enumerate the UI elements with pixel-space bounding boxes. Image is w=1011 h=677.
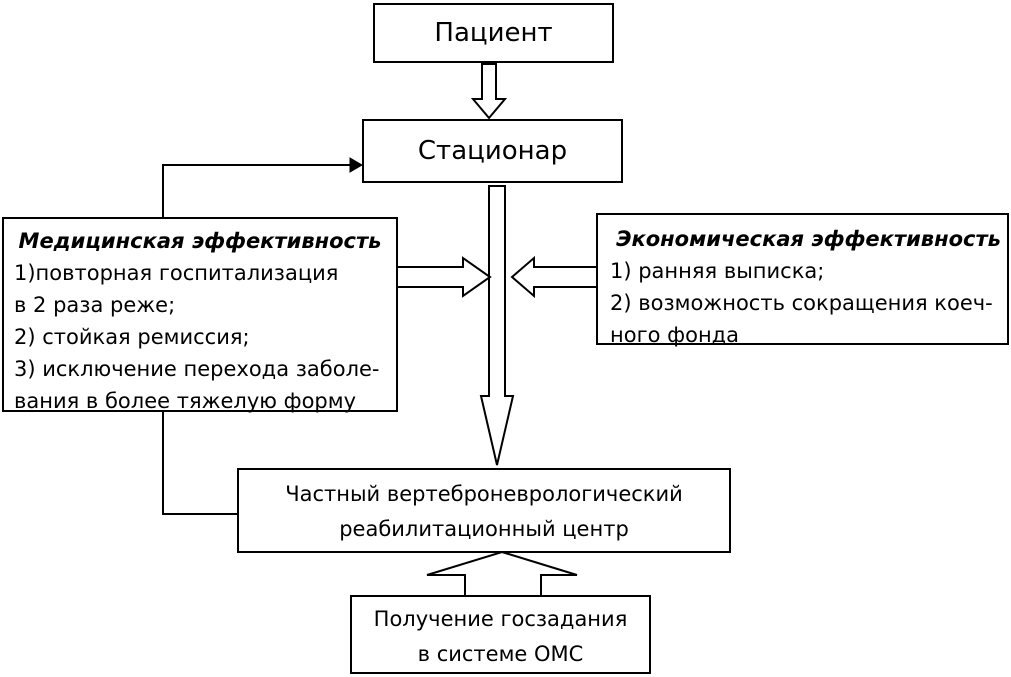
medical-effectiveness-line: 1)повторная госпитализация xyxy=(14,261,339,285)
patient-node xyxy=(373,3,614,63)
rehab-center-line: Частный вертеброневрологический xyxy=(285,482,683,506)
medical-to-flow-arrow xyxy=(396,258,490,296)
medical-effectiveness-line: вания в более тяжелую форму xyxy=(14,389,357,413)
hospital-to-rehab-center-arrow xyxy=(481,186,513,465)
patient-label: Пациент xyxy=(434,17,553,48)
rehab-center-node xyxy=(237,468,731,553)
economic-effectiveness-line: 1) ранняя выписка; xyxy=(610,259,825,283)
medical-effectiveness-title: Медицинская эффективность xyxy=(18,229,382,253)
state-assignment-line: Получение госзадания xyxy=(373,607,628,631)
medical-effectiveness-line: 2) стойкая ремиссия; xyxy=(14,325,250,349)
economic-effectiveness-title: Экономическая эффективность xyxy=(616,227,1001,251)
hospital-label: Стационар xyxy=(417,135,568,166)
state-assignment-node xyxy=(350,595,651,674)
medical-effectiveness-node xyxy=(2,217,398,412)
medical-to-hospital-arrowhead xyxy=(350,158,362,172)
patient-to-hospital-arrow xyxy=(473,64,505,118)
rehab-center-line: реабилитационный центр xyxy=(339,517,629,541)
medical-effectiveness-line: в 2 раза реже; xyxy=(14,293,176,317)
hospital-node xyxy=(362,119,623,183)
economic-effectiveness-node xyxy=(596,213,1009,345)
economic-effectiveness-line: ного фонда xyxy=(610,323,740,347)
economic-effectiveness-line: 2) возможность сокращения коеч- xyxy=(610,291,993,315)
medical-to-hospital-connector xyxy=(163,165,351,217)
medical-effectiveness-line: 3) исключение перехода заболе- xyxy=(14,357,380,381)
economic-to-flow-arrow xyxy=(512,258,599,296)
medical-to-rehab-center-connector xyxy=(163,412,238,514)
state-assignment-to-rehab-center-arrow xyxy=(427,552,577,597)
state-assignment-line: в системе ОМС xyxy=(417,642,584,666)
